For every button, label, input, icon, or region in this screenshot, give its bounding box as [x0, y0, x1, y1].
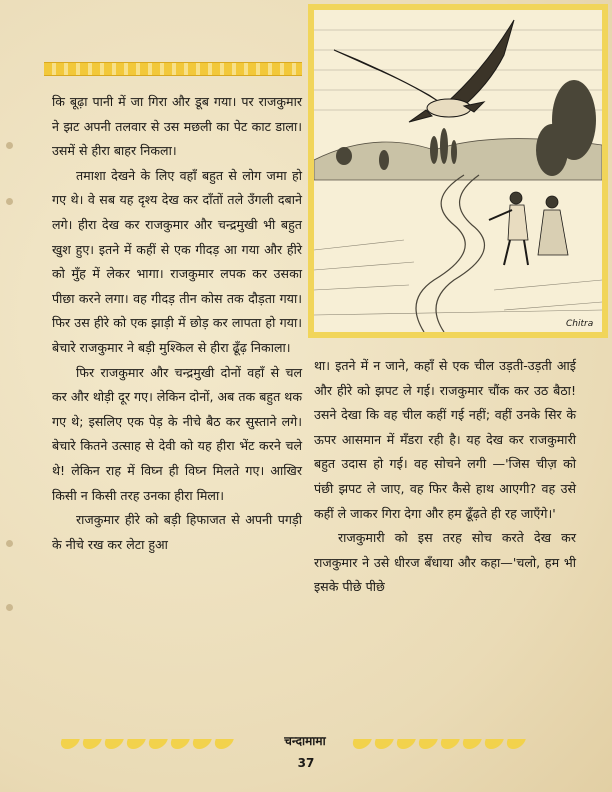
right-text-column	[314, 354, 576, 600]
left-text-column	[52, 90, 302, 557]
paragraph: कि बूढ़ा पानी में जा गिरा और डूब गया। पर राजकुमार ने झट अपनी तलवार से उस मछली का पेट काट डाला। उसमें से हीरा बाहर निकला।	[52, 94, 302, 159]
punch-hole	[6, 540, 13, 547]
page-number: 37	[297, 756, 315, 770]
punch-hole	[6, 198, 13, 205]
paragraph: राजकुमारी को इस तरह सोच करते देख कर राजकुमार ने उसे धीरज बँधाया और कहा—'चलो, हम भी इसके पीछे पीछे	[314, 530, 576, 595]
prince-and-princess	[489, 192, 568, 265]
punch-hole	[6, 604, 13, 611]
artist-signature: Chitra	[566, 319, 594, 329]
paragraph: फिर राजकुमार और चन्द्रमुखी दोनों वहाँ से चल कर और थोड़ी दूर गए। लेकिन दोनों, अब तक बहुत थक गए थे; इसलिए एक पेड़ के नीचे बैठ कर सुस्ताने लगे। बेचारे कितने उत्साह से देवी को यह हीरा भेंट करने चले थे! लेकिन राह में विघ्न ही विघ्न मिलते गए। आखिर किसी न किसी तरह उनका हीरा मिला।	[52, 364, 302, 503]
paragraph: तमाशा देखने के लिए वहाँ बहुत से लोग जमा हो गए थे। वे सब यह दृश्य देख कर दाँतों तले उँगली दबाने लगे। हीरा देख कर राजकुमार और चन्द्रमुखी भी बहुत खुश हुए। इतने में कहीं से एक गीदड़ आ गया और हीरे को मुँह में लेकर भागा। राजकुमार लपक कर उसका पीछा करने लगा। वह गीदड़ तीन कोस तक दौड़ता गया। फिर उस हीरे को एक झाड़ी में छोड़ कर लापता हो गया। बेचारे राजकुमार ने बड़ी मुश्किल से हीरा ढूँढ़ निकाला।	[52, 167, 302, 355]
footer-ornament-right	[352, 734, 552, 748]
decorative-border	[44, 62, 302, 76]
eagle-scene-drawing	[314, 10, 602, 332]
story-illustration	[308, 4, 608, 338]
magazine-title: चन्दामामा	[284, 734, 326, 748]
paragraph: राजकुमार हीरे को बड़ी हिफाजत से अपनी पगड़ी के नीचे रख कर लेटा हुआ	[52, 512, 302, 552]
punch-hole	[6, 142, 13, 149]
eagle-figure	[334, 20, 514, 122]
paragraph: था। इतने में न जाने, कहाँ से एक चील उड़ती-उड़ती आई और हीरे को झपट ले गई। राजकुमार चौंक कर उठ बैठा! उसने देखा कि वह चील कहीं गई नहीं; वहीं उनके सिर के ऊपर आसमान में मँडरा रही है। यह देख कर राजकुमारी बहुत उदास हो गई। वह सोचने लगी —'जिस चीज़ को पंछी झपट ले जाए, वह फिर कैसे हाथ आएगी? वह उसे कहीं ले जाकर गिरा देगा और हम ढूँढ़ते ही रह जाएँगे।'	[314, 358, 576, 521]
footer-ornament-left	[60, 734, 256, 748]
